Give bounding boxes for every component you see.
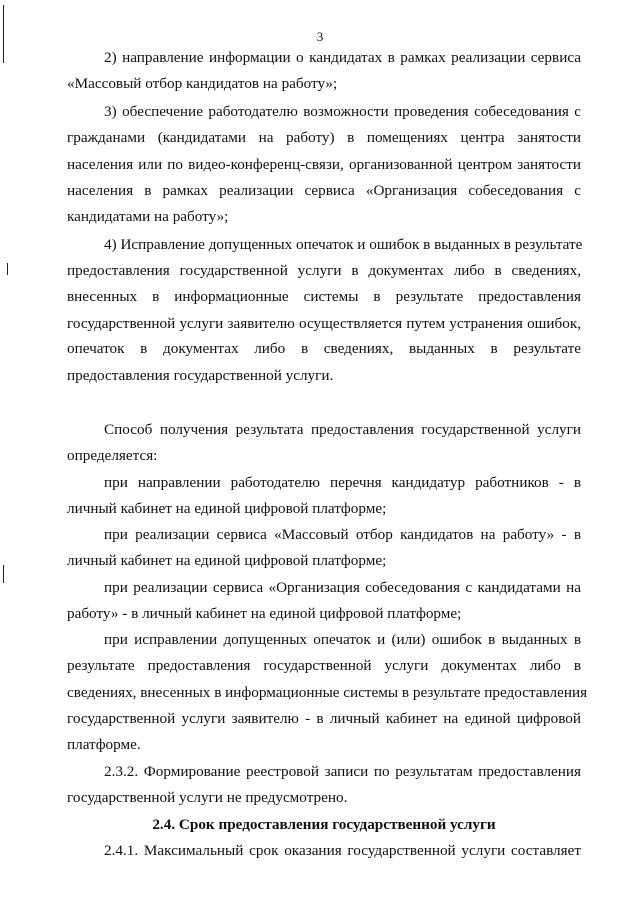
text-line: при реализации сервиса «Массовый отбор кандидатов на работу» - в	[104, 526, 581, 543]
text-line: предоставления государственной услуги в документах либо в сведениях,	[67, 262, 581, 279]
text-line: «Массовый отбор кандидатов на работу»;	[67, 75, 338, 92]
text-line: работу» - в личный кабинет на единой цифровой платформе;	[67, 605, 462, 622]
text-line: результате предоставления государственной услуги документах либо в	[67, 657, 581, 674]
text-line: платформе.	[67, 736, 141, 753]
text-line: населения или по видео-конференц-связи, организованной центром занятости	[67, 156, 581, 173]
text-line: 3) обеспечение работодателю возможности проведения собеседования с	[104, 103, 581, 120]
text-line: государственной услуги заявителю - в личный кабинет на единой цифровой	[67, 710, 581, 727]
text-line: личный кабинет на единой цифровой платформе;	[67, 552, 387, 569]
text-line: государственной услуги заявителю осуществляется путем устранения ошибок,	[67, 315, 581, 332]
section-heading: 2.4. Срок предоставления государственной услуги	[152, 816, 496, 833]
text-line: при направлении работодателю перечня кандидатур работников - в	[104, 474, 581, 491]
text-line: 2.4.1. Максимальный срок оказания государственной услуги составляет	[104, 842, 581, 859]
text-line: 2) направление информации о кандидатах в рамках реализации сервиса	[104, 49, 581, 66]
text-line: 4) Исправление допущенных опечаток и ошибок в выданных в результате	[104, 236, 583, 253]
page-number: 3	[316, 29, 324, 44]
text-line: опечаток в документах либо в сведениях, выданных в результате	[67, 340, 581, 357]
text-line: определяется:	[67, 447, 158, 464]
text-line: населения в рамках реализации сервиса «Организация собеседования с	[67, 182, 581, 199]
text-line: при реализации сервиса «Организация собеседования с кандидатами на	[104, 579, 581, 596]
text-line: Способ получения результата предоставления государственной услуги	[104, 421, 581, 438]
scan-mark-bottom	[3, 565, 4, 583]
text-line: 2.3.2. Формирование реестровой записи по результатам предоставления	[104, 763, 581, 780]
text-line: государственной услуги не предусмотрено.	[67, 789, 348, 806]
text-line: предоставления государственной услуги.	[67, 367, 334, 384]
text-line: личный кабинет на единой цифровой платформе;	[67, 500, 387, 517]
text-line: внесенных в информационные системы в результате предоставления	[67, 288, 581, 305]
text-line: сведениях, внесенных в информационные системы в результате предоставления	[67, 684, 588, 701]
scan-mark-middle	[7, 263, 8, 275]
text-line: при исправлении допущенных опечаток и (или) ошибок в выданных в	[104, 631, 581, 648]
text-line: кандидатами на работу»;	[67, 208, 229, 225]
text-line: гражданами (кандидатами на работу) в помещениях центра занятости	[67, 129, 581, 146]
